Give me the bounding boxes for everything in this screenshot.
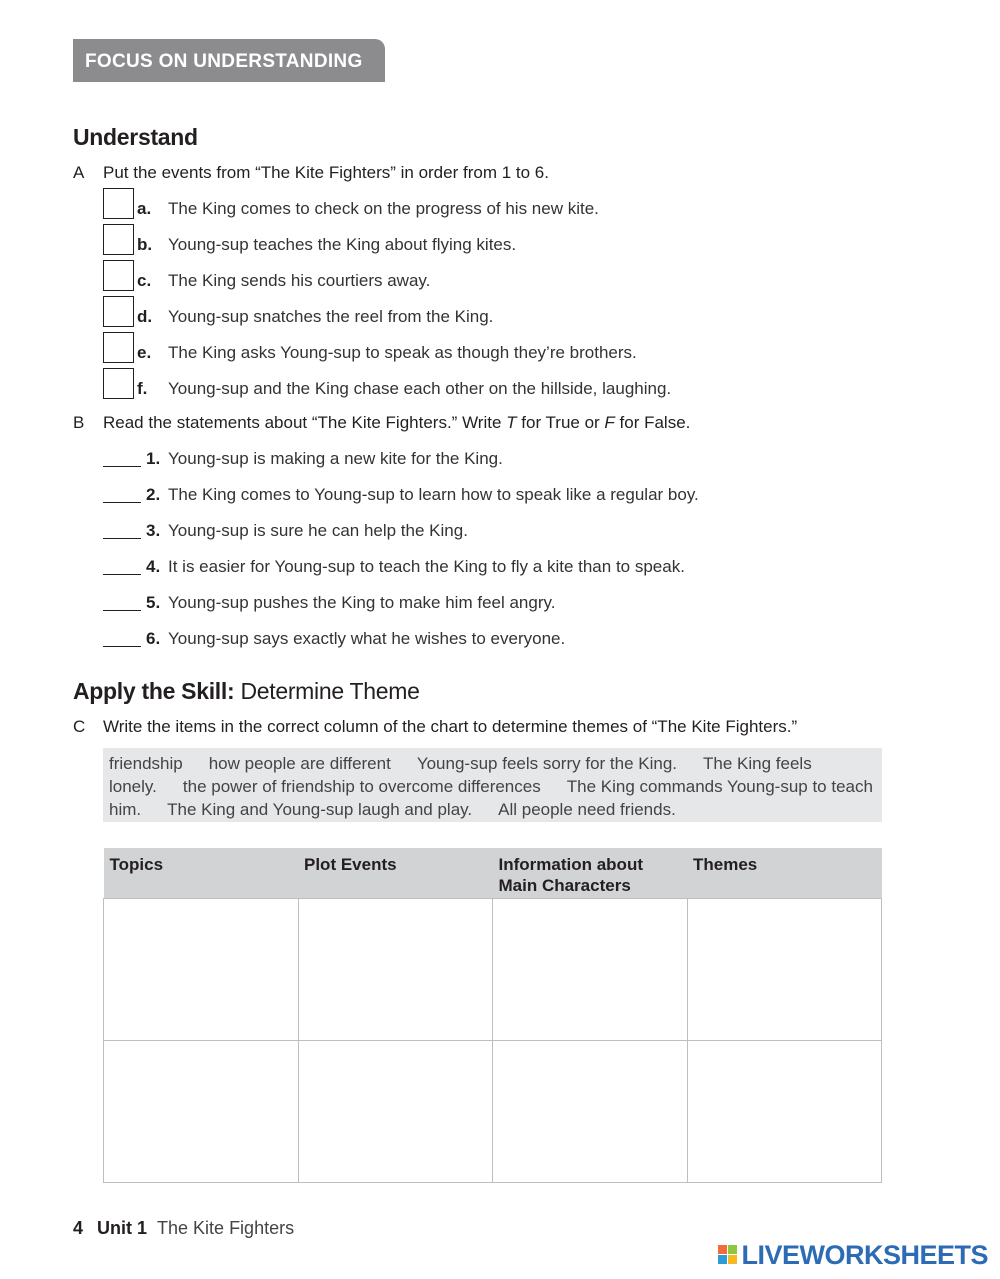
unit-label: Unit 1 [97, 1218, 148, 1238]
order-answer-box[interactable] [103, 368, 134, 399]
word-bank-item: The King feels lonely. [109, 754, 812, 796]
page-number: 4 [73, 1218, 84, 1238]
logo-square [718, 1255, 727, 1264]
order-item-label: f. [137, 379, 148, 398]
statement-text: Young-sup is making a new kite for the King. [168, 449, 503, 468]
statement-number: 5. [146, 593, 161, 612]
chart-cell-plot-events[interactable] [298, 1041, 493, 1183]
word-bank-item: The King and Young-sup laugh and play. [167, 800, 473, 819]
logo-square [728, 1245, 737, 1254]
column-header-topics: Topics [104, 848, 299, 899]
order-item-text: The King comes to check on the progress of his new kite. [168, 199, 599, 218]
statement-text: Young-sup is sure he can help the King. [168, 521, 468, 540]
statement-number: 4. [146, 557, 161, 576]
theme-chart [103, 848, 882, 1183]
order-item-label: b. [137, 235, 153, 254]
chart-cell-topics[interactable] [104, 1041, 299, 1183]
page-footer [73, 1218, 294, 1239]
chart-cell-main-characters[interactable] [493, 1041, 688, 1183]
section-a-letter: A [73, 163, 85, 182]
order-item-label: e. [137, 343, 152, 362]
true-false-answer-blank[interactable] [103, 538, 141, 539]
order-answer-box[interactable] [103, 296, 134, 327]
chart-cell-themes[interactable] [687, 899, 882, 1041]
order-item-label: c. [137, 271, 152, 290]
chart-cell-main-characters[interactable] [493, 899, 688, 1041]
section-a-instruction: Put the events from “The Kite Fighters” in order from 1 to 6. [103, 163, 549, 182]
understand-heading: Understand [73, 124, 198, 150]
statement-text: It is easier for Young-sup to teach the King to fly a kite than to speak. [168, 557, 685, 576]
section-c-letter: C [73, 717, 86, 736]
statement-number: 1. [146, 449, 161, 468]
order-item-label: d. [137, 307, 153, 326]
statement-number: 3. [146, 521, 161, 540]
order-answer-box[interactable] [103, 188, 134, 219]
order-answer-box[interactable] [103, 332, 134, 363]
order-item-text: The King asks Young-sup to speak as though they’re brothers. [168, 343, 637, 362]
word-bank-item: Young-sup feels sorry for the King. [416, 754, 678, 773]
true-false-answer-blank[interactable] [103, 646, 141, 647]
statement-text: Young-sup says exactly what he wishes to everyone. [168, 629, 566, 648]
word-bank-item: friendship [109, 754, 183, 773]
true-false-answer-blank[interactable] [103, 502, 141, 503]
statement-number: 6. [146, 629, 161, 648]
logo-text: LIVEWORKSHEETS [741, 1239, 988, 1270]
chart-cell-plot-events[interactable] [298, 899, 493, 1041]
section-banner: FOCUS ON UNDERSTANDING [73, 39, 385, 82]
statement-number: 2. [146, 485, 161, 504]
apply-heading: Apply the Skill: Determine Theme [73, 678, 420, 704]
chart-cell-topics[interactable] [104, 899, 299, 1041]
section-b-instruction: Read the statements about “The Kite Fighters.” Write T for True or F for False. [103, 413, 691, 432]
word-bank-item: The King commands Young-sup to teach him. [109, 777, 873, 819]
order-item-text: Young-sup teaches the King about flying kites. [168, 235, 517, 254]
logo-square [728, 1255, 737, 1264]
liveworksheets-logo[interactable] [718, 1240, 988, 1270]
unit-title: The Kite Fighters [157, 1218, 295, 1238]
section-c-instruction: Write the items in the correct column of the chart to determine themes of “The Kite Fighters.” [103, 717, 798, 736]
word-bank-item: All people need friends. [498, 800, 676, 819]
chart-cell-themes[interactable] [687, 1041, 882, 1183]
column-header-themes: Themes [687, 848, 882, 899]
word-bank-item: the power of friendship to overcome differences [182, 777, 541, 796]
column-header-plot-events: Plot Events [298, 848, 493, 899]
statement-text: Young-sup pushes the King to make him feel angry. [168, 593, 556, 612]
order-answer-box[interactable] [103, 260, 134, 291]
order-item-text: Young-sup snatches the reel from the King. [168, 307, 494, 326]
logo-square [718, 1245, 727, 1254]
true-false-answer-blank[interactable] [103, 610, 141, 611]
order-item-label: a. [137, 199, 152, 218]
logo-icon [718, 1245, 738, 1265]
column-header-main-characters: Information about Main Characters [493, 848, 688, 899]
word-bank-item: how people are different [208, 754, 391, 773]
order-item-text: Young-sup and the King chase each other on the hillside, laughing. [168, 379, 672, 398]
true-false-answer-blank[interactable] [103, 574, 141, 575]
section-b-letter: B [73, 413, 85, 432]
order-item-text: The King sends his courtiers away. [168, 271, 431, 290]
statement-text: The King comes to Young-sup to learn how to speak like a regular boy. [168, 485, 699, 504]
word-bank [103, 748, 882, 822]
order-answer-box[interactable] [103, 224, 134, 255]
true-false-answer-blank[interactable] [103, 466, 141, 467]
